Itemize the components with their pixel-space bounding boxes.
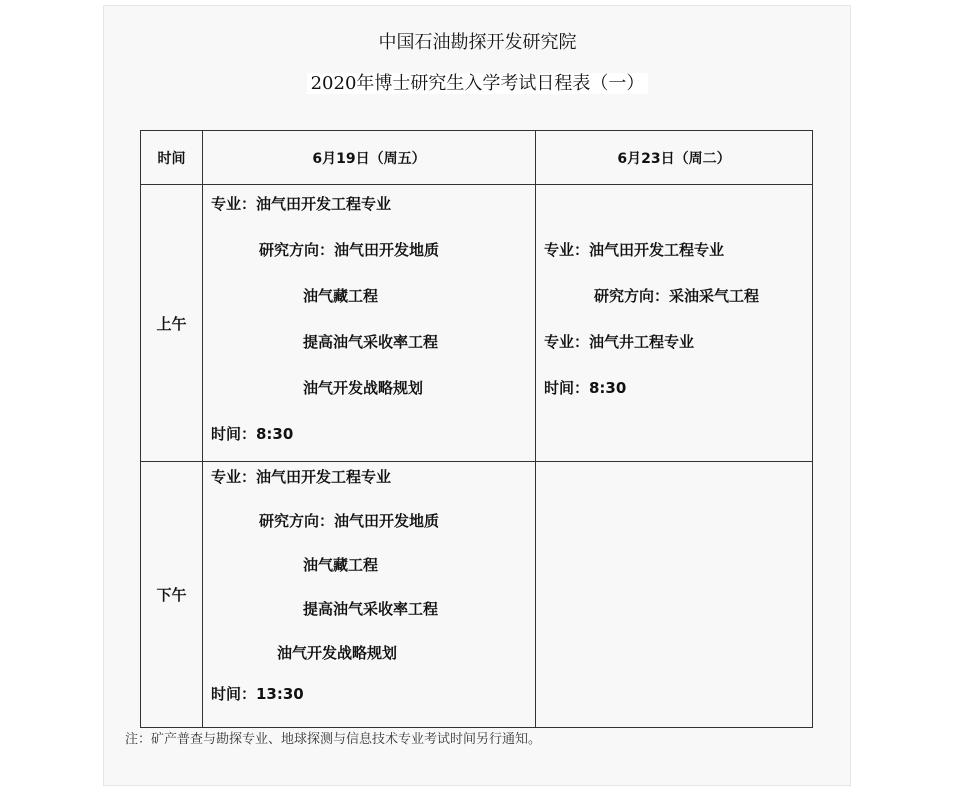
exam-line: 提高油气采收率工程 <box>303 333 439 351</box>
schedule-title-text: 2020年博士研究生入学考试日程表（一） <box>307 73 649 94</box>
table-header-row <box>141 131 813 185</box>
exam-line: 研究方向：采油采气工程 <box>594 287 760 305</box>
row-label-morning: 上午 <box>141 185 203 462</box>
exam-line: 研究方向：油气田开发地质 <box>259 241 440 259</box>
header-date-june23: 6月23日（周二） <box>536 131 813 185</box>
morning-june23-cell <box>536 185 813 462</box>
row-label-afternoon: 下午 <box>141 462 203 728</box>
exam-line: 油气藏工程 <box>303 287 379 305</box>
exam-line: 专业：油气田开发工程专业 <box>544 241 725 259</box>
footnote: 注：矿产普查与勘探专业、地球探测与信息技术专业考试时间另行通知。 <box>125 732 542 747</box>
table-row-afternoon <box>141 462 813 728</box>
exam-line: 油气开发战略规划 <box>303 379 424 397</box>
exam-time: 时间：8:30 <box>544 379 627 397</box>
exam-line: 油气开发战略规划 <box>277 644 398 662</box>
exam-line: 专业：油气田开发工程专业 <box>211 195 392 213</box>
header-date-june19: 6月19日（周五） <box>203 131 536 185</box>
exam-line: 专业：油气田开发工程专业 <box>211 468 392 486</box>
exam-line: 油气藏工程 <box>303 556 379 574</box>
exam-time: 时间：13:30 <box>211 685 304 703</box>
table-row-morning <box>141 185 813 462</box>
afternoon-june19-cell <box>203 462 536 728</box>
morning-june19-cell <box>203 185 536 462</box>
document-title-schedule <box>0 69 955 95</box>
afternoon-june23-cell <box>536 462 813 728</box>
exam-time: 时间：8:30 <box>211 425 294 443</box>
exam-line: 提高油气采收率工程 <box>303 600 439 618</box>
header-time: 时间 <box>141 131 203 185</box>
exam-schedule-table <box>140 130 813 728</box>
exam-line: 专业：油气井工程专业 <box>544 333 695 351</box>
document-title-institution: 中国石油勘探开发研究院 <box>378 32 577 53</box>
exam-line: 研究方向：油气田开发地质 <box>259 512 440 530</box>
